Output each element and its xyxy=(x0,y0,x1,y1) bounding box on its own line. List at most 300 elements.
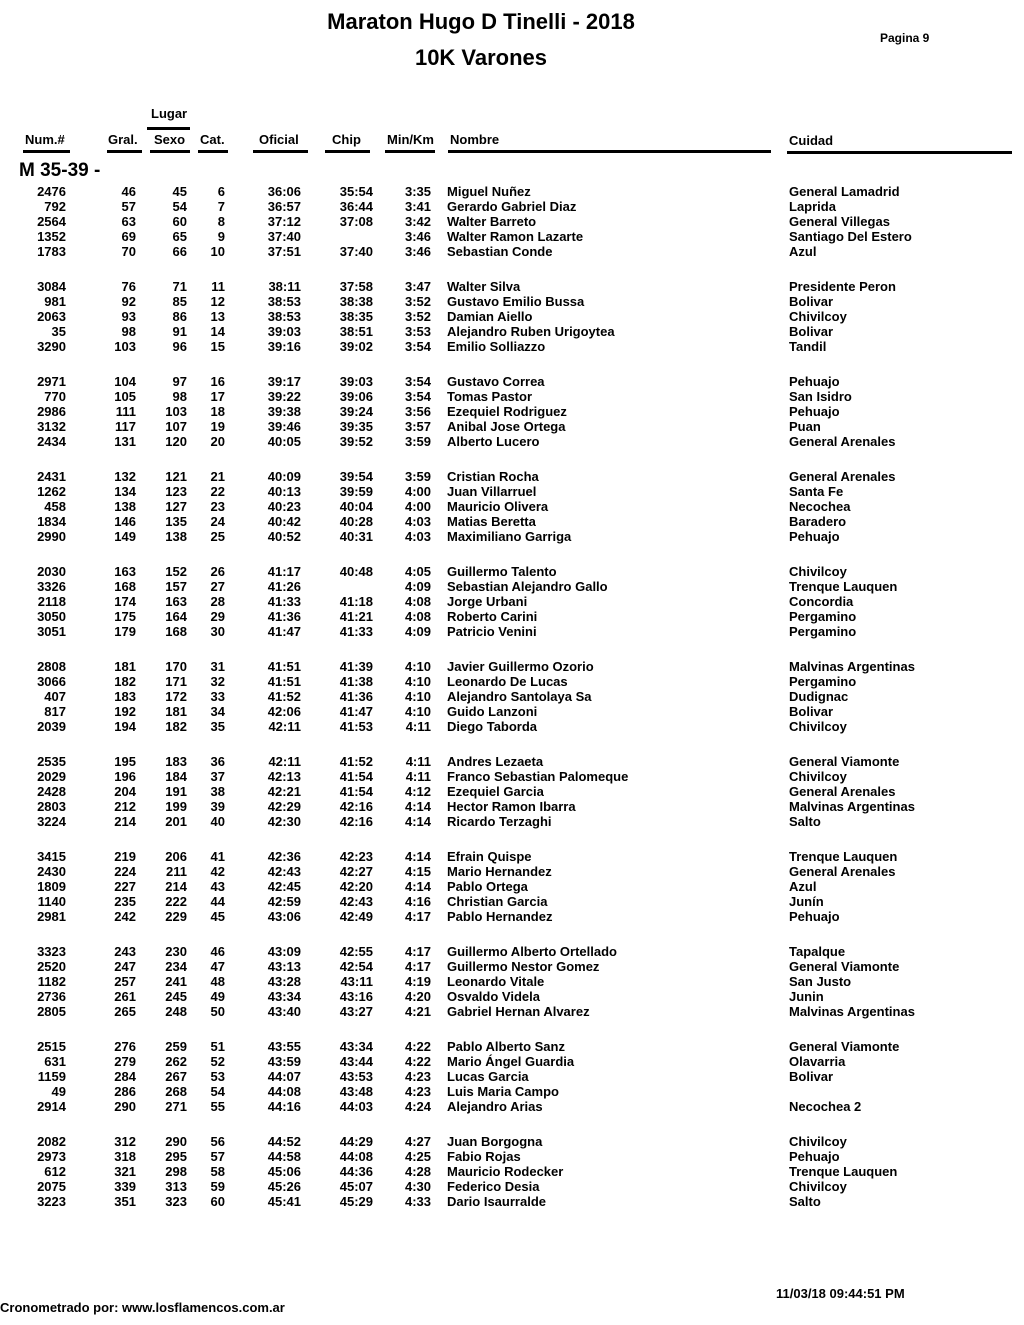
place-category: 20 xyxy=(210,434,225,449)
time-chip: 41:47 xyxy=(339,704,373,719)
table-row xyxy=(0,1099,1024,1114)
time-official: 40:05 xyxy=(267,434,301,449)
place-sex: 181 xyxy=(165,704,187,719)
runner-name: Walter Barreto xyxy=(447,214,537,229)
bib-number: 35 xyxy=(51,324,66,339)
runner-name: Roberto Carini xyxy=(447,609,538,624)
table-row xyxy=(0,374,1024,389)
city: Bolivar xyxy=(789,324,834,339)
pace: 4:11 xyxy=(405,719,431,734)
table-row xyxy=(0,229,1024,244)
place-sex: 138 xyxy=(165,529,187,544)
time-chip: 44:36 xyxy=(339,1164,373,1179)
city: Chivilcoy xyxy=(789,769,847,784)
place-sex: 164 xyxy=(165,609,187,624)
city: Baradero xyxy=(789,514,847,529)
place-sex: 107 xyxy=(165,419,187,434)
time-chip: 42:54 xyxy=(339,959,373,974)
city: Chivilcoy xyxy=(789,1134,847,1149)
time-chip: 43:34 xyxy=(339,1039,373,1054)
time-chip: 37:40 xyxy=(339,244,373,259)
place-overall: 276 xyxy=(114,1039,136,1054)
table-row xyxy=(0,1039,1024,1054)
city: Santa Fe xyxy=(789,484,844,499)
place-sex: 91 xyxy=(172,324,187,339)
place-category: 31 xyxy=(210,659,225,674)
place-overall: 194 xyxy=(114,719,136,734)
table-row xyxy=(0,849,1024,864)
time-official: 39:16 xyxy=(267,339,301,354)
table-row xyxy=(0,484,1024,499)
pace: 3:46 xyxy=(404,229,431,244)
place-category: 41 xyxy=(210,849,225,864)
pace: 3:59 xyxy=(404,434,431,449)
place-overall: 138 xyxy=(114,499,136,514)
pace: 4:08 xyxy=(404,594,431,609)
pace: 4:10 xyxy=(404,704,431,719)
time-chip: 43:11 xyxy=(340,974,373,989)
place-category: 33 xyxy=(210,689,225,704)
place-category: 14 xyxy=(210,324,225,339)
pace: 4:14 xyxy=(404,879,431,894)
place-sex: 323 xyxy=(165,1194,187,1209)
bib-number: 2805 xyxy=(37,1004,66,1019)
city: Bolivar xyxy=(789,1069,834,1084)
runner-name: Miguel Nuñez xyxy=(447,184,531,199)
time-chip: 37:08 xyxy=(339,214,373,229)
place-sex: 121 xyxy=(165,469,187,484)
place-category: 53 xyxy=(210,1069,225,1084)
pace: 3:57 xyxy=(404,419,431,434)
place-category: 30 xyxy=(210,624,225,639)
runner-name: Anibal Jose Ortega xyxy=(447,419,566,434)
place-sex: 120 xyxy=(165,434,187,449)
runner-name: Mario Hernandez xyxy=(447,864,552,879)
time-chip: 41:36 xyxy=(339,689,373,704)
runner-name: Leonardo Vitale xyxy=(447,974,545,989)
page-number: Pagina 9 xyxy=(880,31,930,45)
time-official: 39:46 xyxy=(267,419,301,434)
place-category: 48 xyxy=(210,974,225,989)
city: Pergamino xyxy=(789,624,857,639)
runner-name: Alberto Lucero xyxy=(447,434,540,449)
runner-name: Pablo Ortega xyxy=(447,879,528,894)
city: Concordia xyxy=(789,594,854,609)
place-category: 22 xyxy=(210,484,225,499)
time-chip: 42:23 xyxy=(339,849,373,864)
place-sex: 171 xyxy=(165,674,187,689)
place-sex: 267 xyxy=(165,1069,187,1084)
time-official: 42:11 xyxy=(268,754,301,769)
time-chip: 39:03 xyxy=(339,374,373,389)
bib-number: 3051 xyxy=(37,624,66,639)
bib-number: 1809 xyxy=(37,879,66,894)
table-row xyxy=(0,1149,1024,1164)
place-overall: 105 xyxy=(114,389,136,404)
time-chip: 41:53 xyxy=(339,719,373,734)
time-official: 41:51 xyxy=(267,659,301,674)
pace: 4:03 xyxy=(404,529,431,544)
place-overall: 257 xyxy=(114,974,136,989)
place-category: 34 xyxy=(210,704,225,719)
pace: 4:27 xyxy=(404,1134,431,1149)
table-row xyxy=(0,959,1024,974)
runner-name: Gabriel Hernan Alvarez xyxy=(447,1004,590,1019)
table-row xyxy=(0,799,1024,814)
place-sex: 54 xyxy=(172,199,187,214)
bib-number: 458 xyxy=(44,499,66,514)
bib-number: 2803 xyxy=(37,799,66,814)
table-row xyxy=(0,1069,1024,1084)
city: Necochea xyxy=(789,499,851,514)
runner-name: Christian Garcia xyxy=(447,894,548,909)
pace: 4:33 xyxy=(404,1194,431,1209)
bib-number: 2431 xyxy=(37,469,66,484)
time-chip: 41:18 xyxy=(339,594,373,609)
bib-number: 3326 xyxy=(37,579,66,594)
place-category: 16 xyxy=(210,374,225,389)
city: Trenque Lauquen xyxy=(789,849,898,864)
place-category: 51 xyxy=(210,1039,225,1054)
pace: 4:14 xyxy=(404,814,431,829)
table-row xyxy=(0,879,1024,894)
time-official: 42:06 xyxy=(267,704,301,719)
time-official: 36:57 xyxy=(267,199,301,214)
runner-name: Mauricio Rodecker xyxy=(447,1164,564,1179)
place-sex: 66 xyxy=(172,244,187,259)
time-official: 44:16 xyxy=(267,1099,301,1114)
bib-number: 49 xyxy=(51,1084,66,1099)
city: Pehuajo xyxy=(789,909,840,924)
time-chip: 41:54 xyxy=(339,784,373,799)
time-chip: 42:27 xyxy=(339,864,373,879)
place-sex: 163 xyxy=(165,594,187,609)
place-sex: 152 xyxy=(165,564,187,579)
place-overall: 351 xyxy=(114,1194,136,1209)
bib-number: 612 xyxy=(44,1164,66,1179)
col-header-lugar: Lugar xyxy=(151,106,188,121)
time-chip: 37:58 xyxy=(339,279,373,294)
time-official: 43:09 xyxy=(267,944,301,959)
table-row xyxy=(0,389,1024,404)
table-row xyxy=(0,1194,1024,1209)
pace: 4:17 xyxy=(404,909,431,924)
col-header-sexo: Sexo xyxy=(154,132,186,147)
bib-number: 2986 xyxy=(37,404,66,419)
page-title: Maraton Hugo D Tinelli - 2018 xyxy=(327,9,635,34)
pace: 4:00 xyxy=(404,499,431,514)
city: General Lamadrid xyxy=(789,184,900,199)
time-official: 43:59 xyxy=(267,1054,301,1069)
place-overall: 134 xyxy=(114,484,136,499)
table-row xyxy=(0,864,1024,879)
place-category: 13 xyxy=(210,309,225,324)
runner-name: Ezequiel Garcia xyxy=(447,784,544,799)
city: Pehuajo xyxy=(789,374,840,389)
pace: 4:14 xyxy=(404,799,431,814)
time-official: 40:23 xyxy=(267,499,301,514)
place-sex: 199 xyxy=(165,799,187,814)
bib-number: 2990 xyxy=(37,529,66,544)
place-overall: 243 xyxy=(114,944,136,959)
table-row xyxy=(0,1054,1024,1069)
place-sex: 214 xyxy=(165,879,187,894)
place-overall: 175 xyxy=(114,609,136,624)
place-category: 27 xyxy=(210,579,225,594)
place-overall: 46 xyxy=(121,184,136,199)
city: Pergamino xyxy=(789,609,857,624)
pace: 4:10 xyxy=(404,689,431,704)
col-header-minkm: Min/Km xyxy=(387,132,434,147)
city: San Justo xyxy=(789,974,852,989)
place-sex: 313 xyxy=(165,1179,187,1194)
time-official: 45:06 xyxy=(267,1164,301,1179)
place-category: 56 xyxy=(210,1134,225,1149)
bib-number: 2520 xyxy=(37,959,66,974)
time-official: 42:29 xyxy=(267,799,301,814)
place-category: 54 xyxy=(210,1084,225,1099)
place-overall: 174 xyxy=(114,594,136,609)
time-chip: 42:55 xyxy=(339,944,373,959)
city: Presidente Peron xyxy=(789,279,896,294)
place-sex: 98 xyxy=(172,389,187,404)
pace: 4:22 xyxy=(404,1054,431,1069)
place-overall: 93 xyxy=(121,309,136,324)
bib-number: 2039 xyxy=(37,719,66,734)
bib-number: 1352 xyxy=(37,229,66,244)
place-category: 21 xyxy=(210,469,225,484)
timing-credit: Cronometrado por: www.losflamencos.com.ar xyxy=(0,1300,285,1315)
place-sex: 241 xyxy=(165,974,187,989)
place-category: 7 xyxy=(217,199,225,214)
bib-number: 2430 xyxy=(37,864,66,879)
divider xyxy=(147,127,190,130)
place-category: 39 xyxy=(210,799,225,814)
place-overall: 179 xyxy=(114,624,136,639)
place-overall: 92 xyxy=(121,294,136,309)
bib-number: 2118 xyxy=(37,594,66,609)
bib-number: 2971 xyxy=(37,374,66,389)
runner-name: Pablo Alberto Sanz xyxy=(447,1039,565,1054)
runner-name: Gerardo Gabriel Diaz xyxy=(447,199,577,214)
pace: 4:11 xyxy=(405,754,431,769)
place-sex: 123 xyxy=(165,484,187,499)
time-official: 41:47 xyxy=(267,624,301,639)
bib-number: 2075 xyxy=(37,1179,66,1194)
city: Chivilcoy xyxy=(789,564,847,579)
col-header-nombre: Nombre xyxy=(450,132,500,147)
time-chip: 45:29 xyxy=(339,1194,373,1209)
city: Necochea 2 xyxy=(789,1099,862,1114)
pace: 3:59 xyxy=(404,469,431,484)
place-category: 57 xyxy=(210,1149,225,1164)
runner-name: Guillermo Nestor Gomez xyxy=(447,959,600,974)
place-overall: 212 xyxy=(114,799,136,814)
bib-number: 1140 xyxy=(37,894,66,909)
place-overall: 224 xyxy=(114,864,136,879)
place-category: 49 xyxy=(210,989,225,1004)
bib-number: 2029 xyxy=(37,769,66,784)
time-chip: 41:52 xyxy=(339,754,373,769)
table-row xyxy=(0,419,1024,434)
table-row xyxy=(0,769,1024,784)
city: Olavarria xyxy=(789,1054,846,1069)
runner-name: Efrain Quispe xyxy=(447,849,532,864)
city: Bolivar xyxy=(789,294,834,309)
table-row xyxy=(0,579,1024,594)
bib-number: 2476 xyxy=(37,184,66,199)
time-chip: 44:03 xyxy=(339,1099,373,1114)
city: Malvinas Argentinas xyxy=(789,659,915,674)
place-overall: 146 xyxy=(114,514,136,529)
col-header-cat: Cat. xyxy=(200,132,225,147)
place-overall: 149 xyxy=(114,529,136,544)
city: Salto xyxy=(789,814,821,829)
place-category: 37 xyxy=(210,769,225,784)
place-overall: 104 xyxy=(114,374,136,389)
table-row xyxy=(0,689,1024,704)
table-row xyxy=(0,529,1024,544)
place-overall: 195 xyxy=(114,754,136,769)
runner-name: Franco Sebastian Palomeque xyxy=(447,769,629,784)
place-sex: 184 xyxy=(165,769,187,784)
pace: 4:03 xyxy=(404,514,431,529)
place-overall: 290 xyxy=(114,1099,136,1114)
bib-number: 407 xyxy=(44,689,66,704)
bib-number: 3084 xyxy=(37,279,66,294)
city: Pehuajo xyxy=(789,404,840,419)
place-category: 10 xyxy=(210,244,225,259)
pace: 4:09 xyxy=(404,579,431,594)
table-row xyxy=(0,814,1024,829)
place-overall: 69 xyxy=(121,229,136,244)
pace: 4:21 xyxy=(404,1004,431,1019)
runner-name: Luis Maria Campo xyxy=(447,1084,559,1099)
place-overall: 318 xyxy=(114,1149,136,1164)
runner-name: Hector Ramon Ibarra xyxy=(447,799,576,814)
pace: 4:17 xyxy=(404,959,431,974)
city: General Arenales xyxy=(789,784,896,799)
divider xyxy=(787,151,1012,154)
time-chip: 38:38 xyxy=(339,294,373,309)
pace: 4:24 xyxy=(404,1099,431,1114)
pace: 4:23 xyxy=(404,1069,431,1084)
place-sex: 211 xyxy=(166,864,187,879)
place-category: 36 xyxy=(210,754,225,769)
pace: 4:10 xyxy=(404,674,431,689)
city: Pergamino xyxy=(789,674,857,689)
place-overall: 227 xyxy=(114,879,136,894)
place-category: 55 xyxy=(210,1099,225,1114)
pace: 3:47 xyxy=(404,279,431,294)
city: Tandil xyxy=(789,339,827,354)
pace: 4:25 xyxy=(404,1149,431,1164)
place-sex: 71 xyxy=(172,279,187,294)
pace: 4:08 xyxy=(404,609,431,624)
table-row xyxy=(0,1084,1024,1099)
runner-name: Juan Borgogna xyxy=(447,1134,543,1149)
place-overall: 163 xyxy=(114,564,136,579)
time-chip: 40:48 xyxy=(339,564,373,579)
place-category: 58 xyxy=(210,1164,225,1179)
city: Malvinas Argentinas xyxy=(789,799,915,814)
place-category: 15 xyxy=(210,339,225,354)
place-overall: 103 xyxy=(114,339,136,354)
time-official: 37:51 xyxy=(267,244,301,259)
pace: 3:56 xyxy=(404,404,431,419)
place-sex: 183 xyxy=(165,754,187,769)
time-chip: 39:52 xyxy=(339,434,373,449)
table-row xyxy=(0,184,1024,199)
place-sex: 157 xyxy=(165,579,187,594)
bib-number: 2535 xyxy=(37,754,66,769)
runner-name: Federico Desia xyxy=(447,1179,540,1194)
place-sex: 230 xyxy=(165,944,187,959)
place-overall: 286 xyxy=(114,1084,136,1099)
divider xyxy=(253,150,308,153)
pace: 4:20 xyxy=(404,989,431,1004)
place-category: 32 xyxy=(210,674,225,689)
table-row xyxy=(0,309,1024,324)
time-chip: 43:44 xyxy=(339,1054,373,1069)
col-header-gral: Gral. xyxy=(108,132,138,147)
place-category: 46 xyxy=(210,944,225,959)
place-overall: 132 xyxy=(114,469,136,484)
divider xyxy=(23,150,70,153)
time-official: 39:03 xyxy=(267,324,301,339)
place-overall: 247 xyxy=(114,959,136,974)
pace: 4:23 xyxy=(404,1084,431,1099)
runner-name: Diego Taborda xyxy=(447,719,538,734)
place-category: 6 xyxy=(217,184,225,199)
bib-number: 2808 xyxy=(37,659,66,674)
place-sex: 298 xyxy=(165,1164,187,1179)
time-official: 41:33 xyxy=(267,594,301,609)
city: General Arenales xyxy=(789,864,896,879)
time-chip: 42:16 xyxy=(339,814,373,829)
table-row xyxy=(0,1179,1024,1194)
table-row xyxy=(0,659,1024,674)
city: San Isidro xyxy=(789,389,852,404)
divider xyxy=(198,150,228,153)
pace: 4:22 xyxy=(404,1039,431,1054)
place-sex: 85 xyxy=(172,294,187,309)
table-row xyxy=(0,294,1024,309)
time-official: 37:12 xyxy=(267,214,301,229)
runner-name: Andres Lezaeta xyxy=(447,754,544,769)
table-row xyxy=(0,469,1024,484)
bib-number: 1262 xyxy=(37,484,66,499)
pace: 3:41 xyxy=(404,199,431,214)
pace: 3:54 xyxy=(404,389,431,404)
time-official: 40:42 xyxy=(267,514,301,529)
runner-name: Cristian Rocha xyxy=(447,469,539,484)
place-sex: 229 xyxy=(165,909,187,924)
place-sex: 127 xyxy=(165,499,187,514)
runner-name: Sebastian Conde xyxy=(447,244,553,259)
city: Azul xyxy=(789,879,817,894)
place-overall: 168 xyxy=(114,579,136,594)
time-official: 45:26 xyxy=(267,1179,301,1194)
place-category: 17 xyxy=(210,389,225,404)
place-sex: 234 xyxy=(165,959,187,974)
table-row xyxy=(0,214,1024,229)
pace: 3:54 xyxy=(404,339,431,354)
runner-name: Guillermo Talento xyxy=(447,564,557,579)
category-heading: M 35-39 - xyxy=(19,160,101,181)
time-chip: 39:24 xyxy=(339,404,373,419)
pace: 3:54 xyxy=(404,374,431,389)
